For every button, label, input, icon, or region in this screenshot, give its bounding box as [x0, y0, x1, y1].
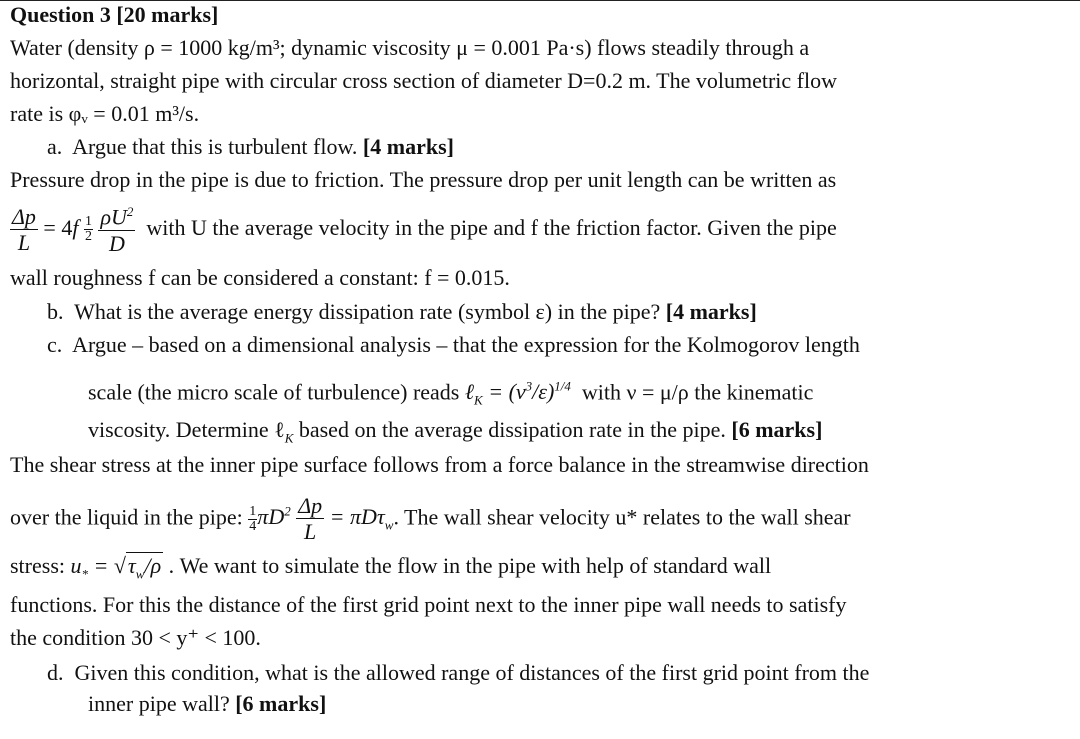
pressure-drop-fraction: $\frac{\Delta p}{L}$ — [12, 203, 36, 255]
shear-line-3: stress: $u_* = √\tau_w/\rho$ . We want to simulate the flow in the pipe with help of standard wall — [10, 553, 772, 582]
part-d-marks: [6 marks] — [235, 691, 327, 716]
shear-line-5: the condition 30 < y⁺ < 100. — [10, 625, 261, 650]
part-a — [47, 133, 454, 161]
part-d-label: d. — [47, 660, 64, 685]
part-a-marks: [4 marks] — [362, 134, 454, 159]
part-c-marks: [6 marks] — [731, 417, 823, 442]
part-c-label: c. — [47, 332, 63, 357]
part-d-line-2: inner pipe wall? [6 marks] — [88, 691, 327, 716]
quarter-fraction: $\frac{1}{4}$ — [249, 503, 257, 534]
friction-line-3: wall roughness f can be considered a constant: f = 0.015. — [10, 265, 510, 290]
part-b-label: b. — [47, 299, 64, 324]
part-d-text-1: Given this condition, what is the allowed range of distances of the first grid point from the — [74, 660, 870, 685]
half-fraction: $\frac{1}{2}$ — [84, 214, 92, 245]
friction-line-1: Pressure drop in the pipe is due to friction. The pressure drop per unit length can be written as — [10, 167, 837, 192]
shear-line-4: functions. For this the distance of the first grid point next to the inner pipe wall needs to satisfy — [10, 592, 847, 617]
shear-velocity-formula: $u_* = √\tau_w/\rho$ — [70, 553, 162, 582]
shear-line-2: over the liquid in the pipe: $\frac{1}{4}$ $\pi D^2$ $\frac{\Delta p}{L}$ = πDτ$_w$. The wall shear velocity u* relates to the wall shear — [10, 493, 851, 545]
part-b-text: What is the average energy dissipation rate (symbol ε) in the pipe? — [74, 299, 661, 324]
part-a-text: Argue that this is turbulent flow. — [72, 134, 358, 159]
part-c-line-2: scale (the micro scale of turbulence) reads ℓ$_K$ = $(\nu^3/\varepsilon)^{1/4}$ with ν = μ/ρ the kinematic — [88, 379, 814, 408]
intro-line-1: Water (density ρ = 1000 kg/m³; dynamic viscosity μ = 0.001 Pa·s) flows steadily through a — [10, 35, 810, 60]
part-c-line-3: viscosity. Determine ℓ$_K$ based on the average dissipation rate in the pipe. [6 marks] — [88, 417, 823, 446]
part-c-text-1: Argue – based on a dimensional analysis – that the expression for the Kolmogorov length — [72, 332, 860, 357]
part-b-marks: [4 marks] — [665, 299, 757, 324]
intro-line-2: horizontal, straight pipe with circular cross section of diameter D=0.2 m. The volumetric flow — [10, 68, 837, 93]
part-d-line-1 — [47, 659, 869, 687]
intro-line-3: rate is φᵥ = 0.01 m³/s. — [10, 101, 200, 126]
friction-line-2-text: with U the average velocity in the pipe and f the friction factor. Given the pipe — [146, 215, 837, 240]
part-c-line-1 — [47, 331, 860, 359]
question-heading: Question 3 [20 marks] — [10, 2, 219, 27]
part-a-label: a. — [47, 134, 63, 159]
kolmogorov-formula: ℓ$_K$ = $(\nu^3/\varepsilon)^{1/4}$ — [464, 379, 571, 408]
rho-u-squared-fraction: $\frac{\rho U^2}{D}$ — [100, 204, 134, 256]
shear-pressure-fraction: $\frac{\Delta p}{L}$ — [298, 493, 323, 545]
part-b — [47, 298, 757, 326]
shear-line-1: The shear stress at the inner pipe surface follows from a force balance in the streamwise direction — [10, 452, 869, 477]
friction-line-2: $\frac{\Delta p}{L}$ = 4f $\frac{1}{2}$ $\frac{\rho U^2}{D}$ with U the average velocity in the pipe and f the friction factor. Given the pipe — [12, 203, 837, 256]
